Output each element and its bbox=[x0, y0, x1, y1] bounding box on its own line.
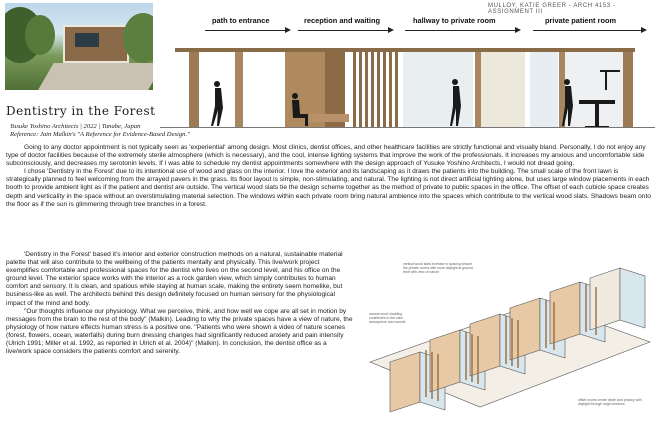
arrow-line bbox=[205, 30, 285, 31]
arrow-head-icon bbox=[515, 27, 521, 33]
arrow-head-icon bbox=[285, 27, 291, 33]
axo-annotation-rooms: offset rooms create depth and privacy with daylight through large windows bbox=[578, 398, 642, 406]
project-reference: Reference: Jain Malkin's "A Reference for Evidence-Based Design." bbox=[10, 131, 190, 138]
label-path-to-entrance: path to entrance bbox=[212, 16, 270, 25]
arrow-head-icon bbox=[388, 27, 394, 33]
arrow-line bbox=[533, 30, 641, 31]
arrow-line bbox=[298, 30, 388, 31]
section-elevation-drawing bbox=[175, 40, 635, 128]
label-reception-waiting: reception and waiting bbox=[304, 16, 380, 25]
paragraph-2: I chose 'Dentistry in the Forest' due to its intentional use of wood and glass on the interior. I love the exterior and its landscaping as it draws the patients into the building. The small scale of the front lawn is strategically planned to feel welcoming from the arrayed pavers in the grass. Its floor layout is simple, non-stimulating, and natural. The lighting is not direct artificial lighting alone, but uses large window placements in each booth to provide ambient light as if the patient and dentist are outside. The vertical wood slats tie the design scheme together as the method of private to public spaces in the office. The offset of each cubicle space creates depth and verticality in the space without an overstimulating material selection. The windows within each private room bring natural ambience into the spaces which contribute to the vertical wood slats. Shadows beam onto the floor as if the sun is glimmering through tree branches in a forest. bbox=[6, 168, 651, 208]
author-header: MULLOY, KATIE GREER - ARCH 4153 - ASSIGNMENT III bbox=[488, 3, 616, 15]
axo-annotation-wood: natural wood cladding contributes to the calm atmosphere and warmth bbox=[369, 312, 406, 324]
paragraph-1: Going to any doctor appointment is not typically seen as 'experiential' among design. Most clinics, dentist offices, and other healthcare facilities are strictly functional and visually bland. Personally, I do not enjoy any type of doctor facilities because of the extremely sterile atmosphere (which is necessary), and the cool, intense lighting systems that improve the work of the professionals. It increases my anxious and uncomfortable side subconsciously, and decreases my serotonin levels. If I was able to schedule my dentist appointments somewhere with the design approach of Yusuke Yoshino Architects, I would not dread going. bbox=[6, 144, 646, 168]
exterior-photo bbox=[5, 3, 153, 90]
project-subtitle: Yusuke Yoshino Architects | 2022 | Tanabe, Japan bbox=[10, 123, 141, 130]
floor-line bbox=[160, 127, 655, 128]
body-text-upper bbox=[6, 144, 651, 209]
label-hallway: hallway to private room bbox=[413, 16, 496, 25]
axo-annotation-slats: vertical wood slats increase in spacing toward the private rooms with more daylight at ground level with view of nature bbox=[403, 262, 473, 274]
label-private-room: private patient room bbox=[545, 16, 617, 25]
arrow-head-icon bbox=[641, 27, 647, 33]
paragraph-4: "Our thoughts influence our physiology. What we perceive, think, and how well we cope are all set in motion by messages from the brain to the rest of the body" (Malkin). Leading to why the private spaces have a view of nature, the physiology of how nature effects human stress is a positive one. "Patients who were shown a video of nature scenes (forest, flowers, ocean, waterfalls) during burn dressing changes had significantly reduced anxiety and pain intensity (Ulrich 1991; Miller et al. 1992, as reported in Ulrich et al. 2004)" (Malkin). In conclusion, the dentist office as a live/work space considers the patients comfort and serenity. bbox=[6, 307, 353, 356]
arrow-line bbox=[405, 30, 515, 31]
body-text-lower bbox=[6, 251, 354, 356]
project-title: Dentistry in the Forest bbox=[6, 104, 156, 118]
paragraph-3: 'Dentistry in the Forest' based it's interior and exterior construction methods on a natural, sustainable material palette that will also contribute to the wellbeing of the patients mentally and physically. This live/work project exemplifies comfortable and professional spaces for the dentist who lives on the second level, and his office on the ground level. The exterior space works with the interior as a rock garden view, which simply contributes to human comfort and sensory. It is clean, and spatious while staying at human scale, making the entirety seem homelike, but business-like as well. The architects behind this design definitely focused on human sensory for the physiological impact of the mind and body. bbox=[6, 251, 343, 307]
